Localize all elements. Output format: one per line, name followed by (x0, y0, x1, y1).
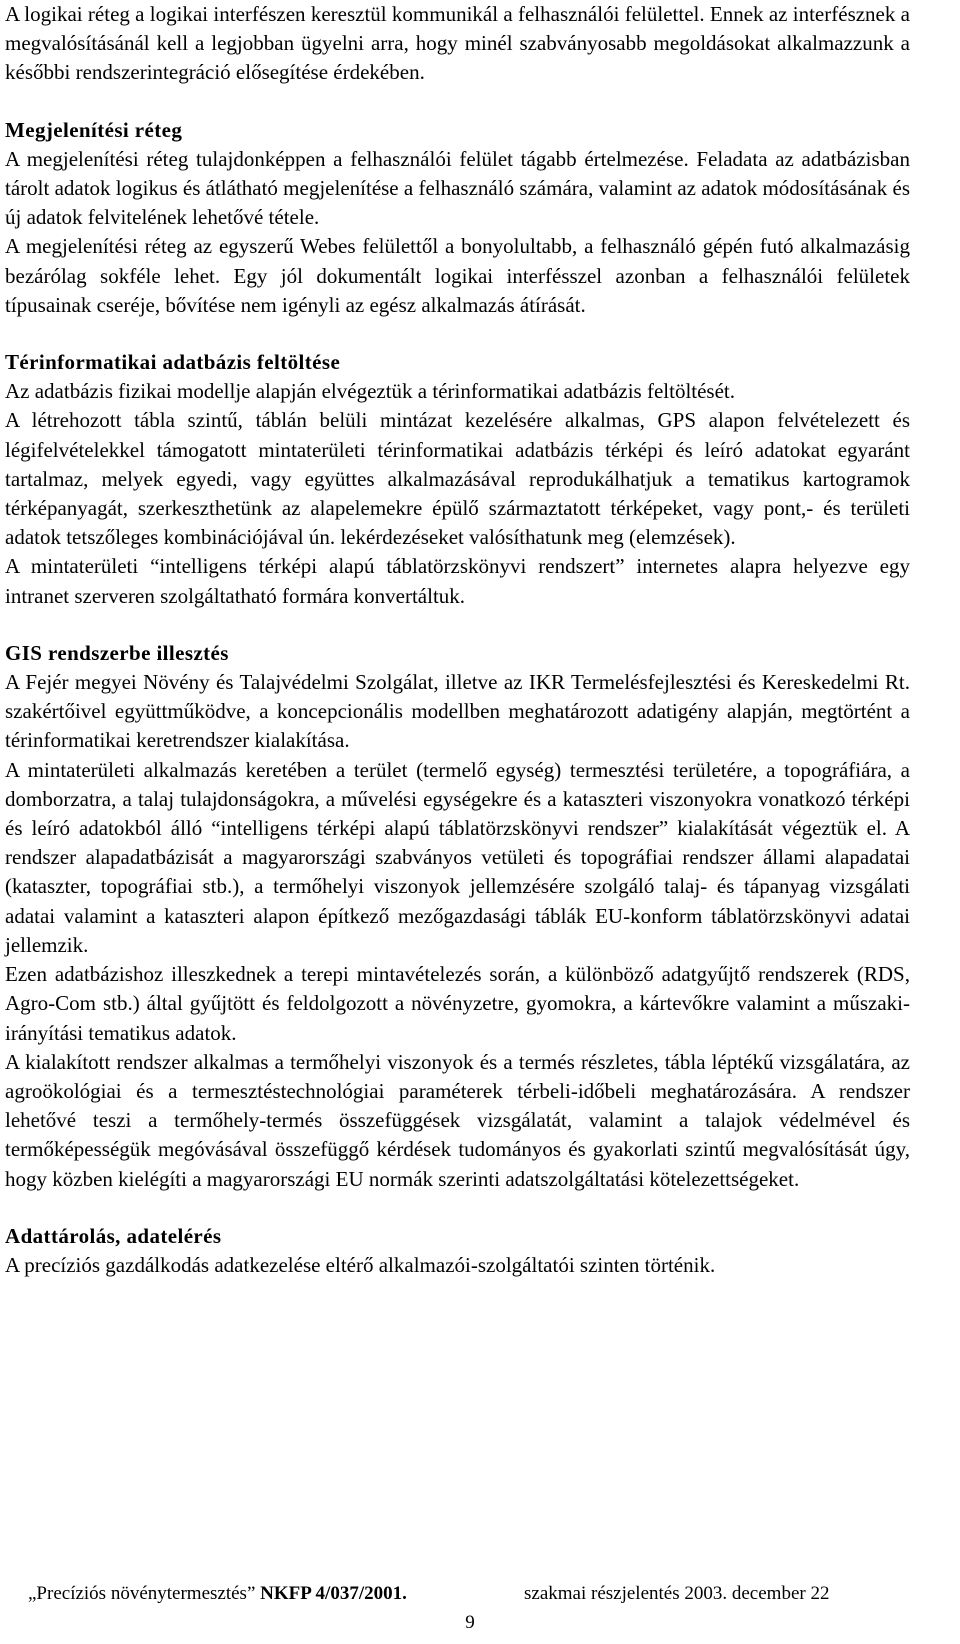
footer-project (28, 1582, 407, 1606)
paragraph: A Fejér megyei Növény és Talajvédelmi Szolgálat, illetve az IKR Termelésfejlesztési és Kereskedelmi Rt. szakértőivel együttműködve, a koncepcionális modellben meghatározott adatigény alapján, megtörtént a térinformatikai keretrendszer kialakítása. (5, 670, 910, 753)
paragraph: A precíziós gazdálkodás adatkezelése eltérő alkalmazói-szolgáltatói szinten történik. (5, 1252, 716, 1277)
section-heading: Adattárolás, adatelérés (5, 1223, 222, 1248)
paragraph: A kialakított rendszer alkalmas a termőhelyi viszonyok és a termés részletes, tábla léptékű vizsgálatára, az agroökológiai és a termesztéstechnológiai paraméterek térbeli-időbeli meghatározására. A rendszer lehetővé teszi a termőhely-termés összefüggések vizsgálatát, valamint a talajok védelmével és termőképességük megóvásával összefüggő kérdések tudományos és gyakorlati szintű megvalósítását úgy, hogy közben kielégíti a magyarországi EU normák szerinti adatszolgáltatási kötelezettségeket. (5, 1049, 910, 1191)
paragraph: Ezen adatbázishoz illeszkednek a terepi mintavételezés során, a különböző adatgyűjtő rendszerek (RDS, Agro-Com stb.) által gyűjtött és feldolgozott a növényzetre, gyomokra, a kártevőkre valamint a műszaki-irányítási tematikus adatok. (5, 962, 910, 1045)
paragraph: A mintaterületi alkalmazás keretében a terület (termelő egység) termesztési területére, a topográfiára, a domborzatra, a talaj tulajdonságokra, a művelési egységekre és a kataszteri viszonyokra vonatkozó térképi és leíró adatokból álló “intelligens térképi alapú táblatörzskönyvi rendszer” kialakítását végeztük el. A rendszer alapadatbázisát a magyarországi szabványos vetületi és topográfiai rendszer állami alapadatai (kataszter, topográfiai stb.), a termőhelyi viszonyok jellemzésére szolgáló talaj- és tápanyag vizsgálati adatai valamint a kataszteri alapon építkező mezőgazdasági táblák EU-konform táblatörzskönyvi adatai jellemzik. (5, 757, 910, 957)
footer-project-code: NKFP 4/037/2001. (260, 1583, 407, 1604)
paragraph: A létrehozott tábla szintű, táblán belüli mintázat kezelésére alkalmas, GPS alapon felvételezett és légifelvételekkel támogatott mintaterületi térinformatikai adatbázis térképi és leíró adatokat egyaránt tartalmaz, melyek egyedi, vagy együttes alkalmazásával reprodukálhatjuk a tematikus kartogramok térképanyagát, szerkeszthetünk az alapelemekre épülő származtatott térképeket, vagy pont,- és területi adatok tetszőleges kombinációjával ún. lekérdezéseket valósíthatunk meg (elemzések). (5, 408, 910, 550)
footer-project-title: „Precíziós növénytermesztés” (28, 1583, 256, 1604)
document-page (5, 0, 910, 1280)
section-megjelenitesi-reteg (5, 116, 910, 320)
section-heading: Térinformatikai adatbázis feltöltése (5, 350, 341, 375)
section-heading: Megjelenítési réteg (5, 117, 183, 142)
footer-report-label: szakmai részjelentés 2003. december 22 (524, 1583, 830, 1604)
paragraph: A megjelenítési réteg az egyszerű Webes felülettől a bonyolultabb, a felhasználó gépén futó alkalmazásig bezárólag sokféle lehet. Egy jól dokumentált logikai interfésszel azonban a felhasználói felületek típusainak cseréje, bővítése nem igényli az egész alkalmazás átírását. (5, 234, 910, 317)
paragraph: Az adatbázis fizikai modellje alapján elvégeztük a térinformatikai adatbázis feltöltését. (5, 379, 736, 404)
page-number: 9 (465, 1612, 475, 1633)
paragraph: A mintaterületi “intelligens térképi alapú táblatörzskönyvi rendszert” internetes alapra helyezve egy intranet szerveren szolgáltatható formára konvertáltuk. (5, 554, 910, 608)
section-terinformatikai-adatbazis (5, 348, 910, 611)
section-adattarolas (5, 1222, 910, 1280)
section-heading: GIS rendszerbe illesztés (5, 640, 229, 665)
section-gis-rendszerbe-illesztes (5, 639, 910, 1194)
intro-paragraph: A logikai réteg a logikai interfészen keresztül kommunikál a felhasználói felülettel. Ennek az interfésznek a megvalósításánál kell a legjobban ügyelni arra, hogy minél szabványosabb megoldásokat alkalmazzunk a későbbi rendszerintegráció elősegítése érdekében. (5, 2, 910, 85)
paragraph: A megjelenítési réteg tulajdonképpen a felhasználói felület tágabb értelmezése. Feladata az adatbázisban tárolt adatok logikus és átlátható megjelenítése a felhasználó számára, valamint az adatok módosításának és új adatok felvitelének lehetővé tétele. (5, 146, 910, 230)
